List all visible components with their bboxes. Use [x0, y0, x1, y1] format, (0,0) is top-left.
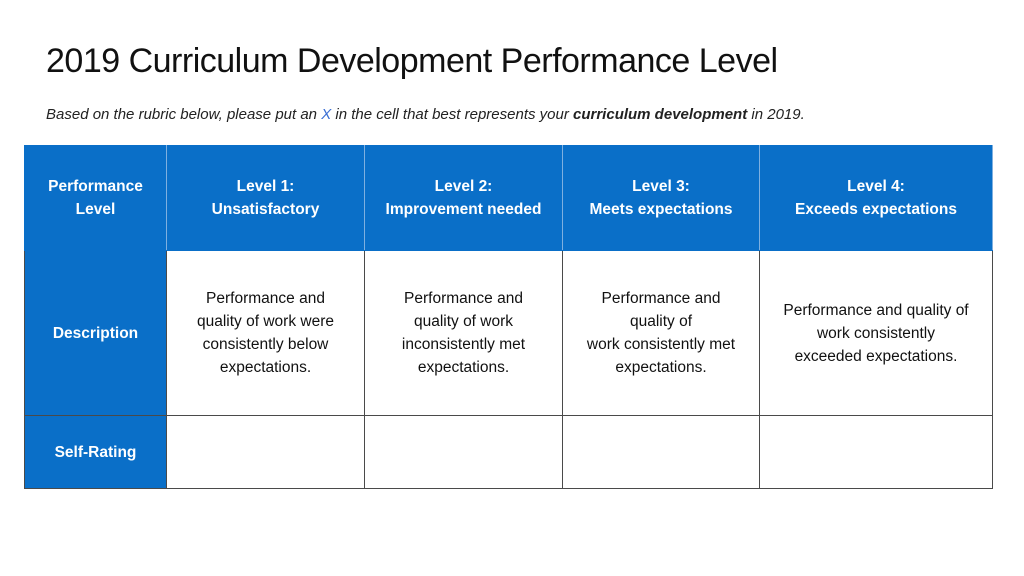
description-line: work consistently met	[586, 336, 736, 353]
self-rating-row	[25, 416, 993, 489]
description-line: quality of work	[413, 313, 514, 330]
description-line: Performance and	[206, 290, 325, 307]
description-row	[25, 251, 993, 416]
header-level-title: Level 1:	[236, 178, 295, 195]
instructions	[46, 106, 805, 123]
description-cell-level-4	[760, 251, 993, 416]
header-row	[25, 146, 993, 251]
header-corner-line: Performance	[48, 178, 143, 195]
description-line: Performance and quality of	[783, 301, 969, 319]
self-rating-cell-level-1[interactable]	[167, 416, 365, 489]
description-line: Performance and	[601, 290, 721, 307]
description-line: quality of	[629, 313, 693, 330]
description-line: expectations.	[219, 359, 312, 376]
description-line: quality of work were	[197, 313, 334, 330]
header-level-title: Level 4:	[847, 178, 905, 195]
header-corner-line: Level	[75, 201, 116, 218]
header-level-name: Exceeds expectations	[795, 201, 957, 218]
description-cell-level-3	[563, 251, 760, 416]
header-level-name: Improvement needed	[385, 201, 542, 218]
description-line: consistently below	[202, 336, 329, 353]
description-cell-level-2	[365, 251, 563, 416]
description-line: work consistently	[816, 324, 935, 342]
header-level-name: Unsatisfactory	[211, 201, 320, 218]
self-rating-cell-level-4[interactable]	[760, 416, 993, 489]
description-line: expectations.	[615, 359, 707, 376]
self-rating-cell-level-3[interactable]	[563, 416, 760, 489]
description-cell-level-1	[167, 251, 365, 416]
header-level-3	[563, 146, 760, 251]
self-rating-cell-level-2[interactable]	[365, 416, 563, 489]
description-line: Performance and	[404, 290, 523, 307]
self-rating-label: Self-Rating	[25, 416, 167, 489]
description-line: exceeded expectations.	[794, 347, 958, 365]
instructions-part3: in 2019.	[747, 106, 805, 123]
header-level-title: Level 3:	[632, 178, 690, 195]
page-title: 2019 Curriculum Development Performance Level	[46, 42, 778, 80]
instructions-part1: Based on the rubric below, please put an	[46, 106, 322, 123]
header-corner	[25, 146, 167, 251]
description-line: expectations.	[417, 359, 510, 376]
header-level-2	[365, 146, 563, 251]
instructions-bold: curriculum development	[573, 106, 748, 123]
description-label: Description	[25, 251, 167, 416]
description-line: inconsistently met	[401, 336, 526, 353]
header-level-title: Level 2:	[434, 178, 493, 195]
header-level-name: Meets expectations	[589, 201, 733, 218]
instructions-part2: in the cell that best represents your	[331, 106, 573, 123]
rubric-table	[24, 145, 993, 489]
instructions-mark: X	[321, 106, 332, 123]
header-level-1	[167, 146, 365, 251]
header-level-4	[760, 146, 993, 251]
